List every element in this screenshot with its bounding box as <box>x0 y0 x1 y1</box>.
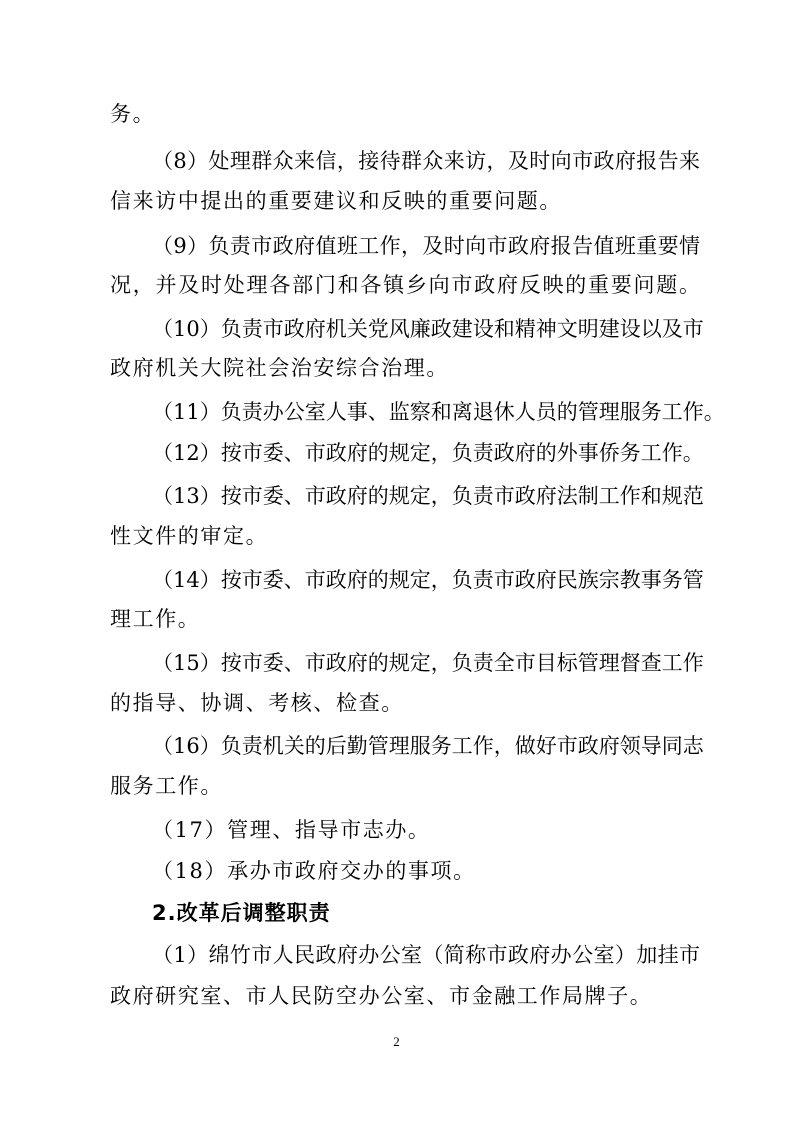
section-heading: 2.改革后调整职责 <box>152 901 331 925</box>
text-line: （14）按市委、市政府的规定，负责市政府民族宗教事务管 <box>152 568 704 592</box>
text-line: （11）负责办公室人事、监察和离退休人员的管理服务工作。 <box>152 400 725 424</box>
text-line: （8）处理群众来信，接待群众来访，及时向市政府报告来 <box>152 149 700 173</box>
text-line: （13）按市委、市政府的规定，负责市政府法制工作和规范 <box>152 484 704 508</box>
text-line: （10）负责市政府机关党风廉政建设和精神文明建设以及市 <box>152 317 704 341</box>
text-line: 信来访中提出的重要建议和反映的重要问题。 <box>110 189 562 213</box>
text-line: 理工作。 <box>110 607 201 631</box>
text-line: 性文件的审定。 <box>110 524 269 548</box>
text-line: 的指导、协调、考核、检查。 <box>110 691 404 715</box>
text-line: （16）负责机关的后勤管理服务工作，做好市政府领导同志 <box>152 734 704 758</box>
text-line: 政府机关大院社会治安综合治理。 <box>110 356 449 380</box>
page-number: 2 <box>393 1034 400 1049</box>
text-line: （1）绵竹市人民政府办公室（简称市政府办公室）加挂市 <box>152 943 700 967</box>
text-line: 服务工作。 <box>110 774 223 798</box>
text-line: 务。 <box>110 102 156 126</box>
text-line: （9）负责市政府值班工作，及时向市政府报告值班重要情 <box>152 234 700 258</box>
text-line: （17）管理、指导市志办。 <box>152 818 431 842</box>
text-line: 政府研究室、市人民防空办公室、市金融工作局牌子。 <box>110 984 653 1008</box>
text-line: （15）按市委、市政府的规定，负责全市目标管理督查工作 <box>152 651 704 675</box>
text-line: （12）按市委、市政府的规定，负责政府的外事侨务工作。 <box>152 441 704 465</box>
text-line: 况，并及时处理各部门和各镇乡向市政府反映的重要问题。 <box>110 273 700 297</box>
text-line: （18）承办市政府交办的事项。 <box>152 859 476 883</box>
